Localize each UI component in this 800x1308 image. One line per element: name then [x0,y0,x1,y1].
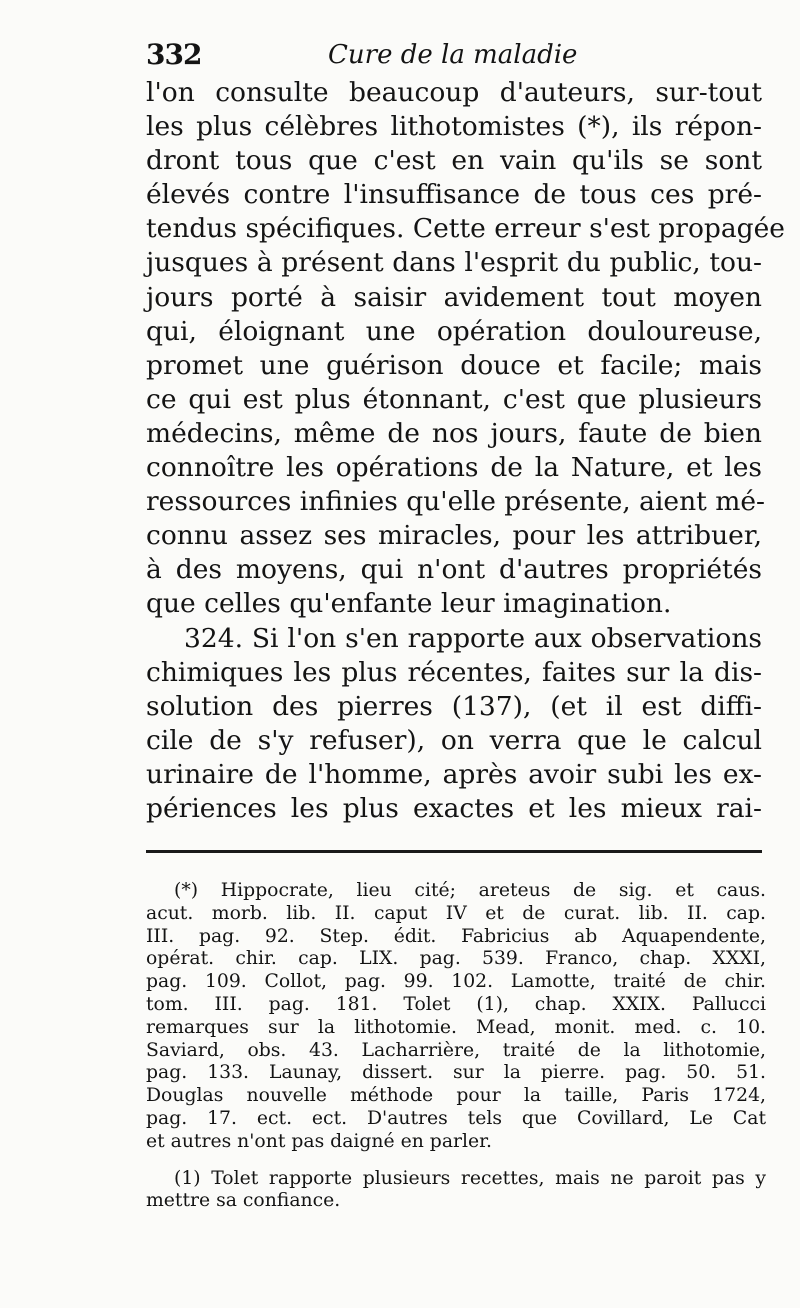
footnote-line: pag. 133. Launay, dissert. sur la pierre. pag. 50. 51. [146,1062,766,1084]
body-text [146,76,785,826]
body-line: jours porté à saisir avidement tout moyen [146,281,762,313]
footnotes [146,880,766,1213]
body-line: qui, éloignant une opération douloureuse, [146,315,762,347]
body-line: promet une guérison douce et facile; mais [146,349,762,381]
body-line: les plus célèbres lithotomistes (*), ils répon- [146,111,762,143]
body-line: chimiques les plus récentes, faites sur la dis- [146,656,762,688]
footnote-line: opérat. chir. cap. LIX. pag. 539. Franco, chap. XXXI, [146,948,766,970]
footnote-line: Saviard, obs. 43. Lacharrière, traité de la lithotomie, [146,1039,766,1061]
body-line: urinaire de l'homme, après avoir subi les ex- [146,758,762,790]
body-line: 324. Si l'on s'en rapporte aux observations [184,622,762,654]
body-line: ressources infinies qu'elle présente, aient mé- [146,486,766,518]
page-number: 332 [146,38,202,71]
footnote-line: Douglas nouvelle méthode pour la taille, Paris 1724, [146,1085,766,1107]
body-line: tendus spécifiques. Cette erreur s'est propagée [146,213,785,245]
footnote-line: mettre sa confiance. [146,1190,341,1212]
body-line: connoître les opérations de la Nature, et les [146,452,762,484]
footnote-line: (*) Hippocrate, lieu cité; areteus de sig. et caus. [174,880,766,901]
footnote-line: acut. morb. lib. II. caput IV et de curat. lib. II. cap. [146,902,766,924]
body-line: ce qui est plus étonnant, c'est que plusieurs [146,383,762,415]
footnote-line: III. pag. 92. Step. édit. Fabricius ab Aquapendente, [146,925,766,947]
body-line: élevés contre l'insuffisance de tous ces pré- [146,179,762,211]
body-line: solution des pierres (137), (et il est diffi- [146,690,762,722]
running-head [146,38,762,72]
body-line: jusques à présent dans l'esprit du public, tou- [146,247,762,279]
running-title: Cure de la maladie [328,40,578,70]
footnote-line: (1) Tolet rapporte plusieurs recettes, mais ne paroit pas y [174,1167,766,1189]
body-line: dront tous que c'est en vain qu'ils se sont [146,145,762,177]
footnote-gap [146,1154,766,1168]
footnote-line: tom. III. pag. 181. Tolet (1), chap. XXIX. Pallucci [146,993,766,1015]
body-line: que celles qu'enfante leur imagination. [146,588,672,620]
footnote-line: remarques sur la lithotomie. Mead, monit. med. c. 10. [146,1016,766,1038]
body-line: connu assez ses miracles, pour les attribuer, [146,520,762,552]
body-line: périences les plus exactes et les mieux rai- [146,792,762,824]
footnote-line: pag. 17. ect. ect. D'autres tels que Covillard, Le Cat [146,1107,766,1129]
body-line: l'on consulte beaucoup d'auteurs, sur-tout [146,77,762,108]
body-line: à des moyens, qui n'ont d'autres propriétés [146,554,762,586]
footnote-line: pag. 109. Collot, pag. 99. 102. Lamotte, traité de chir. [146,971,766,993]
body-line: médecins, même de nos jours, faute de bien [146,417,762,449]
body-line: cile de s'y refuser), on verra que le calcul [146,724,762,756]
footnote-line: et autres n'ont pas daigné en parler. [146,1130,492,1152]
footnote-rule [146,850,762,853]
